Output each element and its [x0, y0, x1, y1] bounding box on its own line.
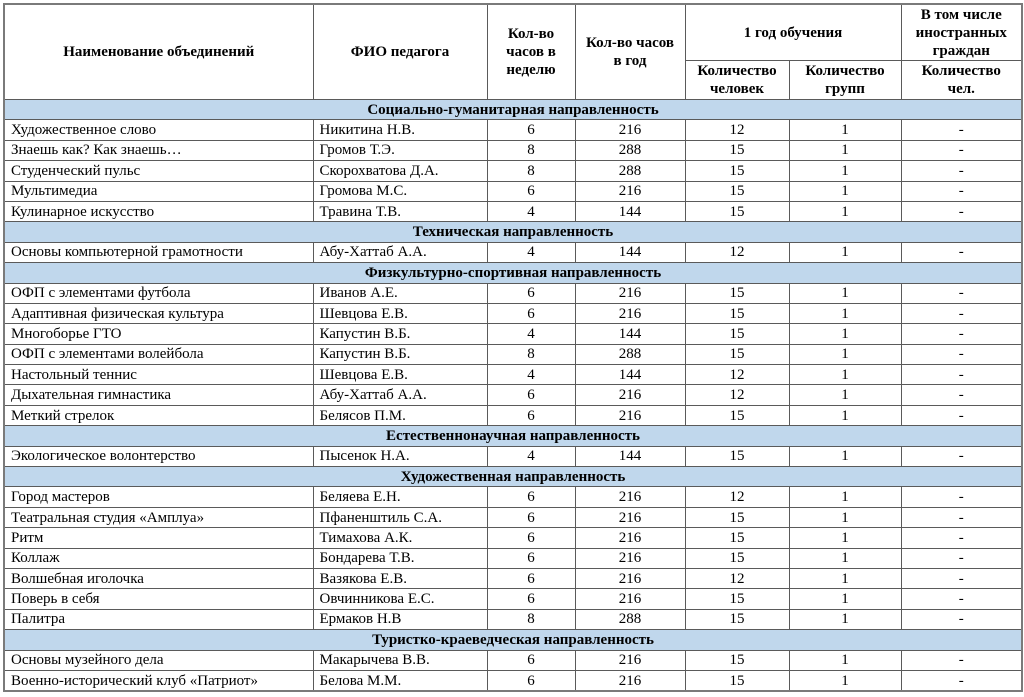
- table-cell-foreign: -: [901, 487, 1022, 507]
- table-cell-hours-year: 216: [575, 650, 685, 670]
- table-cell-name: Многоборье ГТО: [4, 324, 313, 344]
- table-cell-name: Город мастеров: [4, 487, 313, 507]
- table-cell-people: 15: [685, 181, 789, 201]
- table-cell-foreign: -: [901, 385, 1022, 405]
- section-title: Туристко-краеведческая направленность: [4, 630, 1022, 650]
- table-cell-foreign: -: [901, 120, 1022, 140]
- table-cell-hours-year: 144: [575, 201, 685, 221]
- table-cell-hours-week: 4: [487, 365, 575, 385]
- table-cell-teacher: Травина Т.В.: [313, 201, 487, 221]
- table-cell-name: Кулинарное искусство: [4, 201, 313, 221]
- table-cell-teacher: Никитина Н.В.: [313, 120, 487, 140]
- section-title: Художественная направленность: [4, 467, 1022, 487]
- section-row: [4, 222, 1022, 242]
- table-row: [4, 181, 1022, 201]
- table-cell-groups: 1: [789, 650, 901, 670]
- header-row-top: [4, 4, 1022, 61]
- table-cell-groups: 1: [789, 670, 901, 691]
- table-cell-groups: 1: [789, 446, 901, 466]
- table-cell-hours-week: 6: [487, 568, 575, 588]
- table-cell-people: 15: [685, 344, 789, 364]
- table-cell-groups: 1: [789, 324, 901, 344]
- table-row: [4, 589, 1022, 609]
- table-cell-foreign: -: [901, 242, 1022, 262]
- table-cell-foreign: -: [901, 650, 1022, 670]
- table-cell-hours-year: 216: [575, 548, 685, 568]
- section-title: Естественнонаучная направленность: [4, 426, 1022, 446]
- table-cell-hours-year: 144: [575, 446, 685, 466]
- table-cell-people: 15: [685, 283, 789, 303]
- table-cell-hours-year: 288: [575, 344, 685, 364]
- table-cell-hours-year: 288: [575, 140, 685, 160]
- table-cell-hours-year: 288: [575, 161, 685, 181]
- table-cell-hours-week: 6: [487, 548, 575, 568]
- table-cell-hours-week: 6: [487, 120, 575, 140]
- table-cell-people: 15: [685, 405, 789, 425]
- table-cell-groups: 1: [789, 589, 901, 609]
- table-cell-hours-week: 6: [487, 181, 575, 201]
- section-title: Физкультурно-спортивная направленность: [4, 263, 1022, 283]
- table-cell-teacher: Беляева Е.Н.: [313, 487, 487, 507]
- table-cell-teacher: Овчинникова Е.С.: [313, 589, 487, 609]
- table-cell-teacher: Абу-Хаттаб А.А.: [313, 242, 487, 262]
- table-cell-name: Экологическое волонтерство: [4, 446, 313, 466]
- table-row: [4, 548, 1022, 568]
- table-cell-people: 12: [685, 568, 789, 588]
- header-hours-year: Кол-во часов в год: [575, 4, 685, 100]
- table-cell-groups: 1: [789, 303, 901, 323]
- table-cell-name: Студенческий пульс: [4, 161, 313, 181]
- table-cell-hours-week: 4: [487, 201, 575, 221]
- table-cell-groups: 1: [789, 201, 901, 221]
- table-row: [4, 365, 1022, 385]
- table-cell-foreign: -: [901, 324, 1022, 344]
- table-cell-teacher: Пфаненштиль С.А.: [313, 507, 487, 527]
- table-cell-hours-week: 6: [487, 385, 575, 405]
- table-row: [4, 650, 1022, 670]
- table-row: [4, 385, 1022, 405]
- table-cell-name: Волшебная иголочка: [4, 568, 313, 588]
- header-name: Наименование объединений: [4, 4, 313, 100]
- table-cell-foreign: -: [901, 344, 1022, 364]
- table-cell-groups: 1: [789, 487, 901, 507]
- table-cell-hours-year: 216: [575, 487, 685, 507]
- table-cell-teacher: Громова М.С.: [313, 181, 487, 201]
- table-cell-people: 15: [685, 201, 789, 221]
- section-title: Социально-гуманитарная направленность: [4, 100, 1022, 120]
- programs-table: [3, 3, 1023, 692]
- table-cell-hours-week: 6: [487, 670, 575, 691]
- table-cell-hours-week: 8: [487, 609, 575, 629]
- table-cell-name: Ритм: [4, 528, 313, 548]
- table-cell-groups: 1: [789, 344, 901, 364]
- table-cell-teacher: Белова М.М.: [313, 670, 487, 691]
- table-cell-foreign: -: [901, 140, 1022, 160]
- table-cell-groups: 1: [789, 568, 901, 588]
- table-cell-people: 15: [685, 650, 789, 670]
- table-cell-name: ОФП с элементами футбола: [4, 283, 313, 303]
- table-row: [4, 161, 1022, 181]
- section-row: [4, 100, 1022, 120]
- table-row: [4, 568, 1022, 588]
- section-row: [4, 630, 1022, 650]
- table-cell-hours-week: 8: [487, 140, 575, 160]
- table-cell-groups: 1: [789, 507, 901, 527]
- table-cell-name: Мультимедиа: [4, 181, 313, 201]
- table-cell-hours-week: 6: [487, 528, 575, 548]
- table-cell-hours-week: 6: [487, 487, 575, 507]
- table-row: [4, 120, 1022, 140]
- table-cell-foreign: -: [901, 365, 1022, 385]
- table-cell-name: Настольный теннис: [4, 365, 313, 385]
- table-row: [4, 609, 1022, 629]
- header-people: Количество человек: [685, 61, 789, 100]
- table-cell-foreign: -: [901, 528, 1022, 548]
- table-cell-teacher: Шевцова Е.В.: [313, 365, 487, 385]
- table-cell-hours-year: 216: [575, 670, 685, 691]
- table-cell-foreign: -: [901, 507, 1022, 527]
- table-row: [4, 528, 1022, 548]
- table-row: [4, 507, 1022, 527]
- header-year1-group: 1 год обучения: [685, 4, 901, 61]
- table-cell-people: 15: [685, 446, 789, 466]
- table-cell-teacher: Абу-Хаттаб А.А.: [313, 385, 487, 405]
- header-teacher: ФИО педагога: [313, 4, 487, 100]
- table-cell-teacher: Иванов А.Е.: [313, 283, 487, 303]
- table-cell-hours-year: 216: [575, 589, 685, 609]
- header-foreign-group: В том числе иностранных граждан: [901, 4, 1022, 61]
- table-cell-foreign: -: [901, 589, 1022, 609]
- table-cell-people: 15: [685, 140, 789, 160]
- table-cell-groups: 1: [789, 405, 901, 425]
- table-cell-hours-week: 6: [487, 650, 575, 670]
- table-cell-teacher: Макарычева В.В.: [313, 650, 487, 670]
- table-cell-hours-week: 4: [487, 446, 575, 466]
- section-row: [4, 263, 1022, 283]
- table-cell-groups: 1: [789, 140, 901, 160]
- table-cell-people: 15: [685, 548, 789, 568]
- table-cell-name: Знаешь как? Как знаешь…: [4, 140, 313, 160]
- table-cell-teacher: Капустин В.Б.: [313, 324, 487, 344]
- table-cell-foreign: -: [901, 181, 1022, 201]
- table-cell-teacher: Ермаков Н.В: [313, 609, 487, 629]
- table-row: [4, 303, 1022, 323]
- table-cell-people: 15: [685, 670, 789, 691]
- table-cell-people: 12: [685, 120, 789, 140]
- table-cell-hours-week: 4: [487, 324, 575, 344]
- table-cell-hours-year: 216: [575, 568, 685, 588]
- table-row: [4, 487, 1022, 507]
- table-cell-hours-year: 144: [575, 324, 685, 344]
- table-cell-teacher: Шевцова Е.В.: [313, 303, 487, 323]
- table-cell-hours-year: 288: [575, 609, 685, 629]
- table-cell-people: 15: [685, 324, 789, 344]
- table-cell-hours-year: 216: [575, 405, 685, 425]
- table-cell-groups: 1: [789, 242, 901, 262]
- table-cell-hours-week: 8: [487, 161, 575, 181]
- table-cell-foreign: -: [901, 303, 1022, 323]
- table-cell-teacher: Пысенок Н.А.: [313, 446, 487, 466]
- table-cell-name: Коллаж: [4, 548, 313, 568]
- table-row: [4, 446, 1022, 466]
- table-cell-people: 12: [685, 242, 789, 262]
- table-cell-hours-week: 6: [487, 405, 575, 425]
- table-cell-foreign: -: [901, 201, 1022, 221]
- table-row: [4, 283, 1022, 303]
- table-cell-groups: 1: [789, 609, 901, 629]
- table-cell-name: Основы компьютерной грамотности: [4, 242, 313, 262]
- table-cell-name: Адаптивная физическая культура: [4, 303, 313, 323]
- table-cell-groups: 1: [789, 385, 901, 405]
- table-cell-hours-year: 216: [575, 120, 685, 140]
- table-cell-teacher: Тимахова А.К.: [313, 528, 487, 548]
- table-cell-teacher: Капустин В.Б.: [313, 344, 487, 364]
- table-cell-name: Меткий стрелок: [4, 405, 313, 425]
- table-cell-name: Военно-исторический клуб «Патриот»: [4, 670, 313, 691]
- table-row: [4, 405, 1022, 425]
- table-row: [4, 242, 1022, 262]
- table-cell-teacher: Скорохватова Д.А.: [313, 161, 487, 181]
- table-cell-teacher: Громов Т.Э.: [313, 140, 487, 160]
- table-cell-groups: 1: [789, 161, 901, 181]
- table-cell-hours-week: 4: [487, 242, 575, 262]
- table-cell-people: 15: [685, 507, 789, 527]
- table-cell-groups: 1: [789, 283, 901, 303]
- table-row: [4, 670, 1022, 691]
- table-cell-people: 12: [685, 365, 789, 385]
- table-cell-teacher: Вазякова Е.В.: [313, 568, 487, 588]
- table-cell-foreign: -: [901, 670, 1022, 691]
- table-cell-name: Театральная студия «Амплуа»: [4, 507, 313, 527]
- table-cell-groups: 1: [789, 181, 901, 201]
- table-body: [4, 100, 1022, 692]
- table-cell-groups: 1: [789, 548, 901, 568]
- table-cell-people: 15: [685, 161, 789, 181]
- table-cell-people: 12: [685, 385, 789, 405]
- table-cell-name: Основы музейного дела: [4, 650, 313, 670]
- table-cell-groups: 1: [789, 365, 901, 385]
- table-cell-hours-week: 8: [487, 344, 575, 364]
- table-cell-foreign: -: [901, 548, 1022, 568]
- table-cell-hours-year: 216: [575, 385, 685, 405]
- table-cell-hours-week: 6: [487, 303, 575, 323]
- table-cell-people: 15: [685, 609, 789, 629]
- table-cell-name: Дыхательная гимнастика: [4, 385, 313, 405]
- table-cell-people: 15: [685, 589, 789, 609]
- table-cell-name: ОФП с элементами волейбола: [4, 344, 313, 364]
- table-row: [4, 201, 1022, 221]
- table-cell-hours-year: 216: [575, 283, 685, 303]
- table-cell-foreign: -: [901, 283, 1022, 303]
- header-foreign-people: Количество чел.: [901, 61, 1022, 100]
- table-row: [4, 344, 1022, 364]
- table-cell-people: 15: [685, 528, 789, 548]
- table-cell-hours-year: 216: [575, 181, 685, 201]
- table-cell-foreign: -: [901, 568, 1022, 588]
- table-cell-hours-week: 6: [487, 589, 575, 609]
- table-row: [4, 324, 1022, 344]
- table-cell-hours-week: 6: [487, 507, 575, 527]
- table-cell-foreign: -: [901, 405, 1022, 425]
- table-row: [4, 140, 1022, 160]
- table-cell-teacher: Бондарева Т.В.: [313, 548, 487, 568]
- table-cell-hours-year: 216: [575, 507, 685, 527]
- table-cell-people: 12: [685, 487, 789, 507]
- header-groups: Количество групп: [789, 61, 901, 100]
- header-hours-week: Кол-во часов в неделю: [487, 4, 575, 100]
- section-row: [4, 426, 1022, 446]
- table-cell-teacher: Белясов П.М.: [313, 405, 487, 425]
- table-cell-people: 15: [685, 303, 789, 323]
- section-row: [4, 467, 1022, 487]
- table-cell-foreign: -: [901, 609, 1022, 629]
- table-cell-groups: 1: [789, 120, 901, 140]
- table-cell-foreign: -: [901, 161, 1022, 181]
- table-cell-hours-week: 6: [487, 283, 575, 303]
- table-cell-name: Палитра: [4, 609, 313, 629]
- table-cell-name: Художественное слово: [4, 120, 313, 140]
- table-cell-hours-year: 216: [575, 303, 685, 323]
- table-cell-groups: 1: [789, 528, 901, 548]
- table-cell-name: Поверь в себя: [4, 589, 313, 609]
- table-cell-foreign: -: [901, 446, 1022, 466]
- table-cell-hours-year: 144: [575, 365, 685, 385]
- table-cell-hours-year: 144: [575, 242, 685, 262]
- document-page: [3, 3, 1023, 692]
- table-cell-hours-year: 216: [575, 528, 685, 548]
- section-title: Техническая направленность: [4, 222, 1022, 242]
